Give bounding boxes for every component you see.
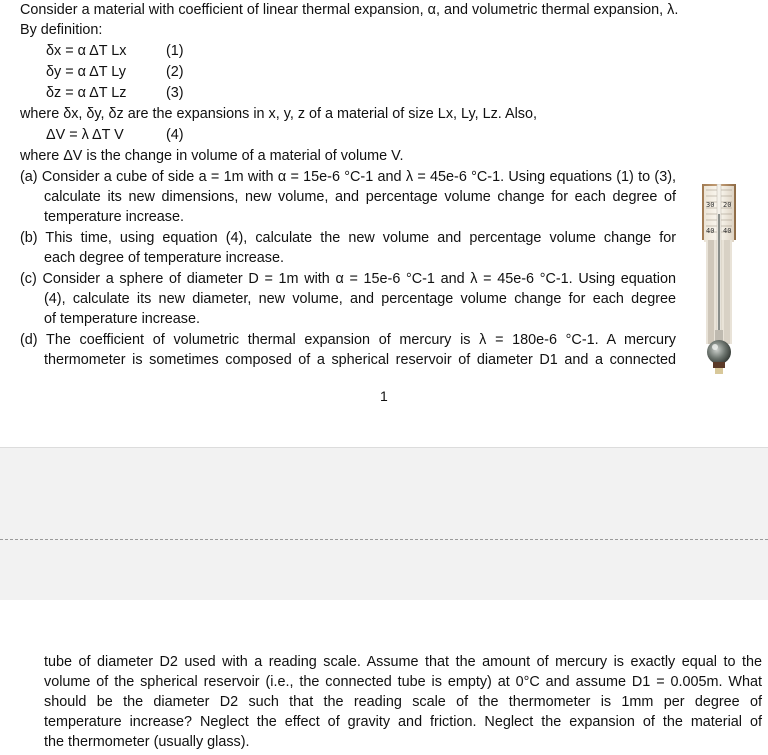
question-c-line-2: (4), calculate its new diameter, new volume, and percentage volume change for each degree — [44, 291, 676, 307]
question-d-continued-line-2: volume of the spherical reservoir (i.e., the connected tube is empty) at 0°C and assume D1 = 0.005m. What — [44, 674, 762, 690]
equation-4: ΔV = λ ΔT V — [46, 127, 124, 143]
page-number: 1 — [380, 388, 388, 404]
question-d-continued-line-4: temperature increase? Neglect the effect of gravity and friction. Neglect the expansion of the material of — [44, 714, 762, 730]
equation-2: δy = α ΔT Ly — [46, 64, 126, 80]
where-volume-text: where ΔV is the change in volume of a material of volume V. — [20, 148, 404, 164]
equation-4-number: (4) — [166, 127, 184, 143]
page-break-divider — [0, 539, 768, 540]
question-d-continued-line-1: tube of diameter D2 used with a reading scale. Assume that the amount of mercury is exactly equal to the — [44, 654, 762, 670]
question-a-line-1: (a) Consider a cube of side a = 1m with α = 15e-6 °C-1 and λ = 45e-6 °C-1. Using equations (1) to (3), — [20, 169, 676, 185]
equation-1: δx = α ΔT Lx — [46, 43, 127, 59]
question-c-line-3: of temperature increase. — [44, 311, 200, 327]
question-a-line-3: temperature increase. — [44, 209, 184, 225]
question-a-line-2: calculate its new dimensions, new volume, and percentage volume change for each degree of — [44, 189, 676, 205]
equation-1-number: (1) — [166, 43, 184, 59]
question-b-line-1: (b) This time, using equation (4), calculate the new volume and percentage volume change for — [20, 230, 676, 246]
scale-label-bottom-right: 40 — [723, 227, 732, 235]
equation-3-number: (3) — [166, 85, 184, 101]
intro-text: Consider a material with coefficient of linear thermal expansion, α, and volumetric thermal expansion, λ. — [20, 2, 679, 18]
equation-3: δz = α ΔT Lz — [46, 85, 127, 101]
question-d-continued-line-5: the thermometer (usually glass). — [44, 734, 250, 750]
mercury-thermometer-image — [696, 184, 742, 378]
where-expansions-text: where δx, δy, δz are the expansions in x, y, z of a material of size Lx, Ly, Lz. Also, — [20, 106, 537, 122]
question-d-line-1: (d) The coefficient of volumetric thermal expansion of mercury is λ = 180e-6 °C-1. A mercury — [20, 332, 676, 348]
document-page-2 — [0, 600, 768, 755]
page-gap — [0, 447, 768, 602]
question-b-line-2: each degree of temperature increase. — [44, 250, 284, 266]
equation-2-number: (2) — [166, 64, 184, 80]
scale-label-top-left: 30 — [706, 201, 715, 209]
question-d-line-2: thermometer is sometimes composed of a spherical reservoir of diameter D1 and a connected — [44, 352, 676, 368]
scale-label-bottom-left: 40 — [706, 227, 715, 235]
question-d-continued-line-3: should be the diameter D2 such that the reading scale of the thermometer is 1mm per degree of — [44, 694, 762, 710]
by-definition-label: By definition: — [20, 22, 103, 38]
question-c-line-1: (c) Consider a sphere of diameter D = 1m with α = 15e-6 °C-1 and λ = 45e-6 °C-1. Using equation — [20, 271, 676, 287]
scale-label-top-right: 20 — [723, 201, 732, 209]
